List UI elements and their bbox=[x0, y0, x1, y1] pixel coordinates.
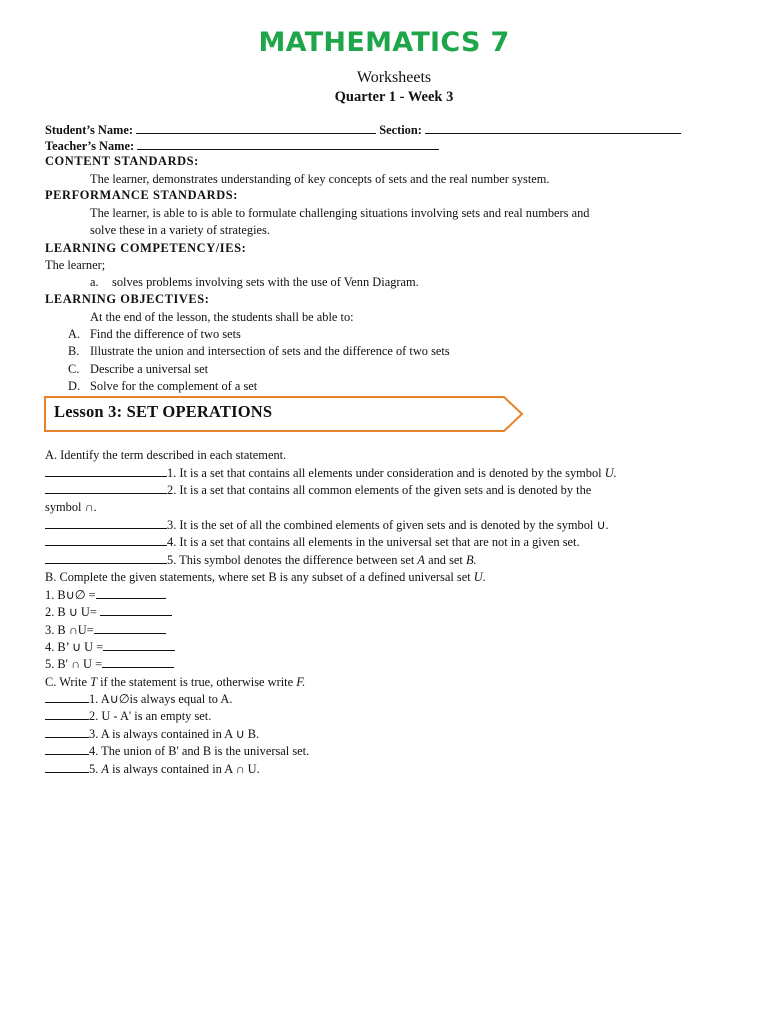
answer-blank[interactable] bbox=[45, 691, 89, 703]
competency-intro: The learner; bbox=[45, 258, 106, 272]
objective-item: A. Find the difference of two sets bbox=[68, 327, 241, 341]
page-subtitle: Worksheets bbox=[356, 69, 432, 86]
content-standards-heading: CONTENT STANDARDS: bbox=[45, 154, 199, 168]
answer-blank[interactable] bbox=[45, 517, 167, 529]
objective-item: D. Solve for the complement of a set bbox=[68, 379, 258, 393]
part-a-item-5: 5. This symbol denotes the difference between set A and set B. bbox=[45, 552, 477, 568]
part-a-item-2: 2. It is a set that contains all common elements of the given sets and is denoted by the bbox=[45, 482, 591, 498]
part-c-item-5: 5. A is always contained in A ∩ U. bbox=[45, 761, 260, 777]
quarter-label: Quarter 1 - Week 3 bbox=[334, 89, 454, 105]
part-c-item-2: 2. U - A' is an empty set. bbox=[45, 708, 211, 724]
part-b-instruction: B. Complete the given statements, where set B is any subset of a defined universal set U. bbox=[45, 570, 486, 584]
answer-blank[interactable] bbox=[45, 534, 167, 546]
content-standards-text: The learner, demonstrates understanding of key concepts of sets and the real number system. bbox=[90, 172, 550, 186]
teacher-name-row bbox=[45, 138, 439, 154]
competency-item-letter: a. bbox=[90, 275, 99, 289]
part-b-item-2: 2. B ∪ U= bbox=[45, 604, 172, 620]
teacher-name-label: Teacher’s Name: bbox=[45, 139, 135, 153]
teacher-name-field[interactable] bbox=[137, 138, 439, 150]
competency-heading: LEARNING COMPETENCY/IES: bbox=[45, 241, 247, 255]
objectives-heading: LEARNING OBJECTIVES: bbox=[45, 292, 210, 306]
answer-blank[interactable] bbox=[45, 552, 167, 564]
answer-blank[interactable] bbox=[45, 743, 89, 755]
part-c-item-1: 1. A∪∅is always equal to A. bbox=[45, 691, 232, 707]
part-a-item-3: 3. It is the set of all the combined elements of given sets and is denoted by the symbol ∪. bbox=[45, 517, 609, 533]
objective-item: C. Describe a universal set bbox=[68, 362, 209, 376]
section-field[interactable] bbox=[425, 122, 681, 134]
part-c-item-3: 3. A is always contained in A ∪ B. bbox=[45, 726, 259, 742]
objective-item: B. Illustrate the union and intersection of sets and the difference of two sets bbox=[68, 344, 450, 358]
part-b-item-1: 1. B∪∅ = bbox=[45, 587, 166, 603]
part-c-item-4: 4. The union of B' and B is the universal set. bbox=[45, 743, 309, 759]
performance-standards-line1: The learner, is able to is able to formulate challenging situations involving sets and real numbers and bbox=[90, 206, 590, 220]
answer-blank[interactable] bbox=[45, 761, 89, 773]
answer-blank[interactable] bbox=[103, 639, 175, 651]
section-label: Section: bbox=[379, 123, 422, 137]
competency-item-text: solves problems involving sets with the use of Venn Diagram. bbox=[112, 275, 419, 289]
answer-blank[interactable] bbox=[45, 726, 89, 738]
answer-blank[interactable] bbox=[45, 708, 89, 720]
answer-blank[interactable] bbox=[45, 465, 167, 477]
student-name-label: Student’s Name: bbox=[45, 123, 133, 137]
part-b-item-4: 4. B’ ∪ U = bbox=[45, 639, 175, 655]
performance-standards-heading: PERFORMANCE STANDARDS: bbox=[45, 188, 238, 202]
part-b-item-5: 5. B' ∩ U = bbox=[45, 656, 174, 672]
student-name-row bbox=[45, 122, 681, 138]
performance-standards-line2: solve these in a variety of strategies. bbox=[90, 223, 270, 237]
answer-blank[interactable] bbox=[96, 587, 166, 599]
answer-blank[interactable] bbox=[94, 622, 166, 634]
lesson-title: Lesson 3: SET OPERATIONS bbox=[54, 402, 273, 421]
objectives-intro: At the end of the lesson, the students shall be able to: bbox=[90, 310, 354, 324]
part-a-item-1: 1. It is a set that contains all elements under consideration and is denoted by the symbol U. bbox=[45, 465, 617, 481]
student-name-field[interactable] bbox=[136, 122, 376, 134]
part-a-item-4: 4. It is a set that contains all elements in the universal set that are not in a given set. bbox=[45, 534, 580, 550]
answer-blank[interactable] bbox=[100, 604, 172, 616]
competency-item bbox=[90, 274, 419, 290]
answer-blank[interactable] bbox=[45, 482, 167, 494]
part-a-instruction: A. Identify the term described in each statement. bbox=[45, 448, 287, 462]
part-a-item-2-cont: symbol ∩. bbox=[45, 500, 97, 514]
page-title: MATHEMATICS 7 bbox=[258, 27, 510, 58]
part-c-instruction: C. Write T if the statement is true, otherwise write F. bbox=[45, 675, 306, 689]
answer-blank[interactable] bbox=[102, 656, 174, 668]
part-b-item-3: 3. B ∩U= bbox=[45, 622, 166, 638]
